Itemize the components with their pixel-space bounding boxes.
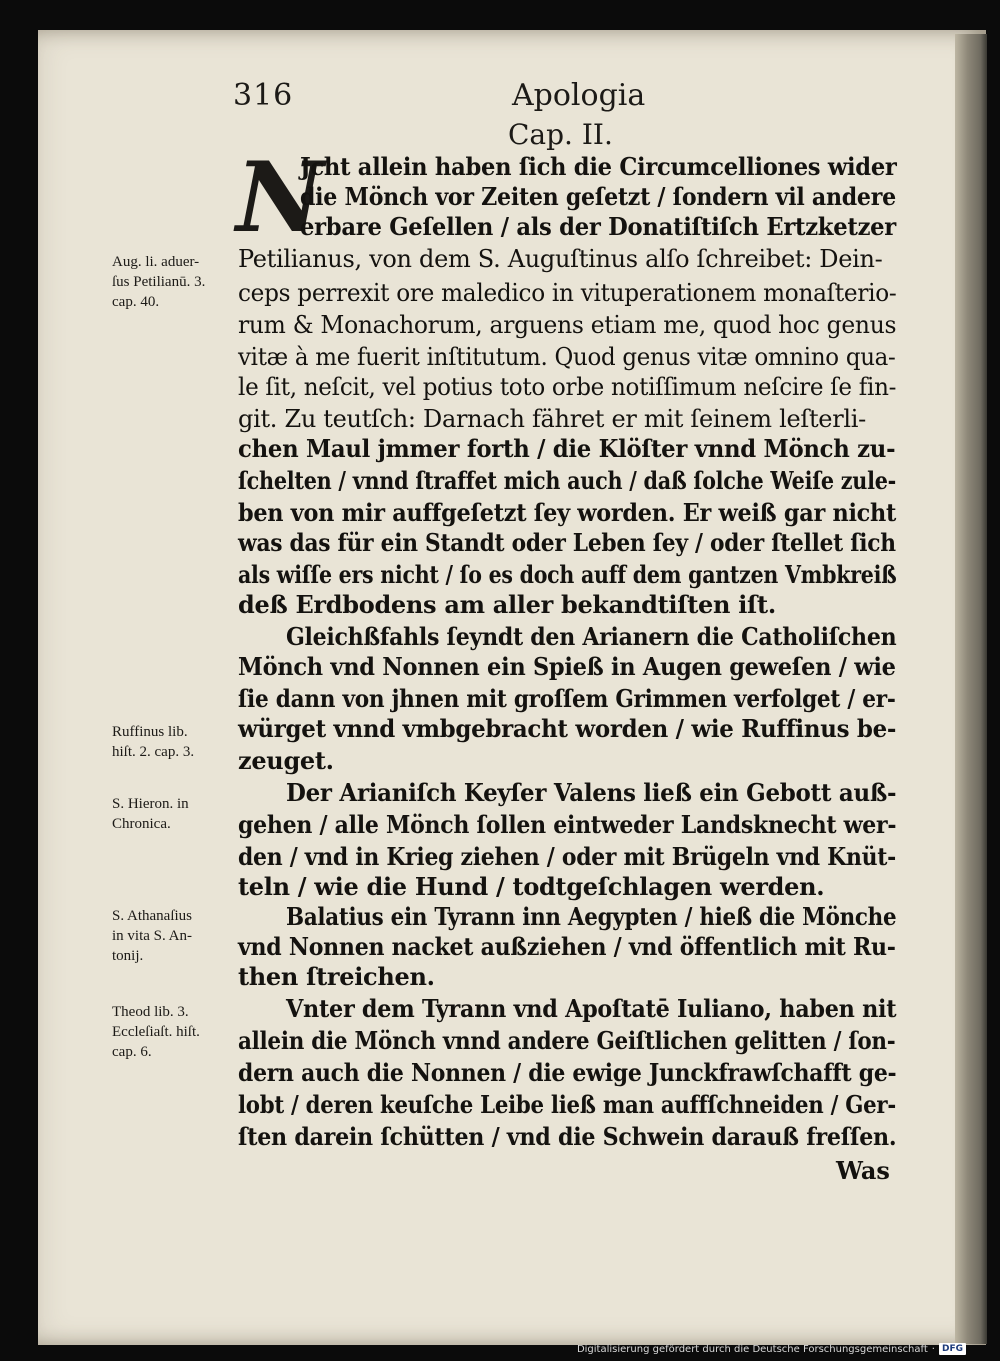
margin-note-line: Theod lib. 3. [112,1004,189,1020]
text-line: den / vnd in Krieg ziehen / oder mit Brügeln vnd Knüt- [238,842,896,871]
text-line: teln / wie die Hund / todtgeſchlagen werden. [238,872,825,901]
dfg-logo-icon: DFG [939,1343,966,1355]
margin-note-line: cap. 40. [112,294,160,310]
text-line: git. Zu teutſch: Darnach fähret er mit ſeinem leſterli- [238,405,866,433]
text-line: ſten darein ſchütten / vnd die Schwein darauß freſſen. [238,1122,897,1151]
margin-note [112,906,240,966]
text-line: lobt / deren keuſche Leibe ließ man auffſchneiden / Ger- [238,1090,896,1119]
text-line: ceps perrexit ore maledico in vituperationem monaſterio- [238,279,897,307]
text-line: Vnter dem Tyrann vnd Apoſtatē Iuliano, haben nit [286,994,897,1023]
chapter-heading: Cap. II. [508,118,613,151]
margin-note-line: ſus Petilianū. 3. [112,274,206,290]
margin-note-line: S. Hieron. in [112,796,189,812]
text-line: Petilianus, von dem S. Auguſtinus alſo ſchreibet: Dein- [238,245,883,273]
margin-note-line: Chronica. [112,816,171,832]
text-line: gehen / alle Mönch ſollen eintweder Landsknecht wer- [238,810,897,839]
margin-note-line: cap. 6. [112,1044,152,1060]
text-line: würget vnnd vmbgebracht worden / wie Ruffinus be- [238,714,897,743]
margin-note-line: Ruffinus lib. [112,724,188,740]
margin-note [112,252,240,312]
margin-note-line: tonij. [112,948,144,964]
text-line: vitæ à me fuerit inſtitutum. Quod genus vitæ omnino qua- [238,343,896,371]
text-line: ſie dann von jhnen mit groſſem Grimmen verfolget / er- [238,684,896,713]
margin-note-line: Aug. li. aduer- [112,254,200,270]
running-title: Apologia [512,78,646,113]
text-line: Jcht allein haben ſich die Circumcelliones wider [300,152,897,181]
text-line: then ſtreichen. [238,962,435,991]
text-line: Der Arianiſch Keyſer Valens ließ ein Gebott auß- [286,778,897,807]
margin-note [112,794,240,834]
decorated-initial: N [236,141,324,254]
text-line: rum & Monachorum, arguens etiam me, quod hoc genus [238,311,897,339]
text-line: le ſit, neſcit, vel potius toto orbe notiſſimum neſcire ſe fin- [238,373,897,401]
margin-note-line: Eccleſiaſt. hiſt. [112,1024,200,1040]
margin-note-line: S. Athanaſius [112,908,193,924]
margin-note [112,722,240,762]
page-edge [955,34,987,1344]
margin-note [112,1002,240,1062]
text-line: Gleichßfahls ſeyndt den Arianern die Catholiſchen [286,622,897,651]
margin-note-line: in vita S. An- [112,928,193,944]
text-line: dern auch die Nonnen / die ewige Junckfrawſchafft ge- [238,1058,897,1087]
text-line: ben von mir auffgeſetzt ſey worden. Er weiß gar nicht [238,498,897,527]
text-line: vnd Nonnen nacket außziehen / vnd öffentlich mit Ru- [238,932,896,961]
footer-credit-text: Digitalisierung gefördert durch die Deutsche Forschungsgemeinschaft [576,1343,928,1355]
text-line: Balatius ein Tyrann inn Aegypten / hieß die Mönche [286,902,897,931]
text-line: allein die Mönch vnnd andere Geiſtlichen gelitten / ſon- [238,1026,896,1055]
text-line: zeuget. [238,746,334,775]
text-line: ſchelten / vnnd ſtraffet mich auch / daß ſolche Weiſe zule- [238,466,897,495]
text-line: die Mönch vor Zeiten geſetzt / ſondern vil andere [300,182,896,211]
margin-note-line: hiſt. 2. cap. 3. [112,744,195,760]
catchword: Was [836,1156,890,1185]
text-line: deß Erdbodens am aller bekandtiſten iſt. [238,590,776,619]
text-line: erbare Geſellen / als der Donatiſtiſch Ertzketzer [300,212,896,241]
text-line: Mönch vnd Nonnen ein Spieß in Augen geweſen / wie [238,652,896,681]
text-line: chen Maul jmmer forth / die Klöſter vnnd Mönch zu- [238,434,896,463]
text-line: als wiſſe ers nicht / ſo es doch auff dem gantzen Vmbkreiß [238,560,897,589]
text-line: was das für ein Standt oder Leben ſey / oder ſtellet ſich [238,528,896,557]
page-number: 316 [233,78,294,113]
footer-credit: Digitalisierung gefördert durch die Deutsche Forschungsgemeinschaft · DFG [577,1343,966,1355]
